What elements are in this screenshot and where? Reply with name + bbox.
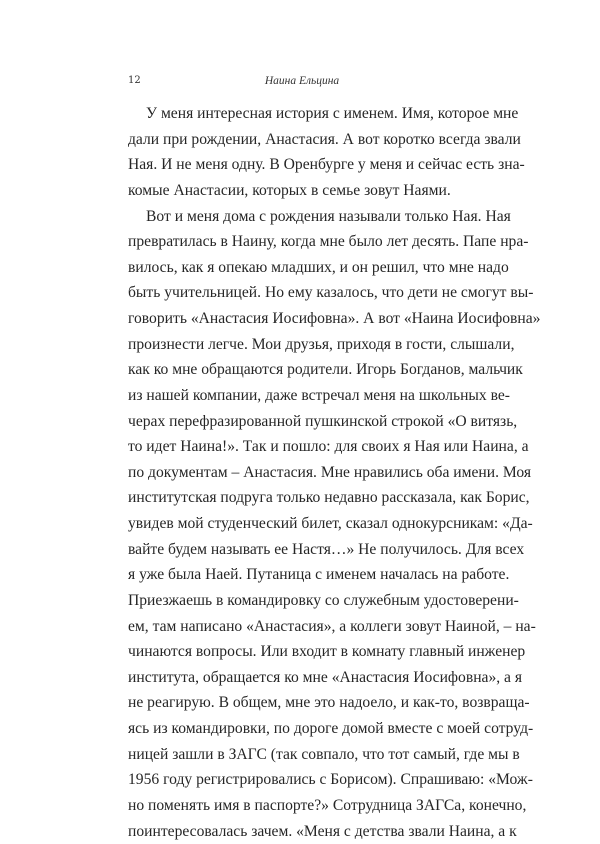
running-head: Наина Ельцина <box>128 74 476 88</box>
text-line: говорить «Анастасия Иосифовна». А вот «Наина Иосифовна» <box>128 306 476 332</box>
text-line: 1956 году регистрировались с Борисом). Спрашиваю: «Мож- <box>128 767 476 793</box>
page-number: 12 <box>128 74 141 88</box>
text-line: комые Анастасии, которых в семье зовут Наями. <box>128 178 476 204</box>
body-text <box>128 101 476 844</box>
text-line: увидев мой студенческий билет, сказал однокурсникам: «Да- <box>128 511 476 537</box>
text-line: института, обращается ко мне «Анастасия Иосифовна», а я <box>128 665 476 691</box>
text-line: превратилась в Наину, когда мне было лет десять. Папе нра- <box>128 229 476 255</box>
text-line: как ко мне обращаются родители. Игорь Богданов, мальчик <box>128 357 476 383</box>
text-line: вилось, как я опекаю младших, и он решил, что мне надо <box>128 255 476 281</box>
text-line: то идет Наина!». Так и пошло: для своих я Ная или Наина, а <box>128 434 476 460</box>
text-line: я уже была Наей. Путаница с именем началась на работе. <box>128 562 476 588</box>
text-line: ницей зашли в ЗАГС (так совпало, что тот самый, где мы в <box>128 742 476 768</box>
text-line: быть учительницей. Но ему казалось, что дети не смогут вы- <box>128 280 476 306</box>
text-line: произнести легче. Мои друзья, приходя в гости, слышали, <box>128 332 476 358</box>
text-line: Приезжаешь в командировку со служебным удостоверени- <box>128 588 476 614</box>
text-line: чинаются вопросы. Или входит в комнату главный инженер <box>128 639 476 665</box>
text-line: поинтересовалась зачем. «Меня с детства звали Наина, а к <box>128 819 476 844</box>
text-line: из нашей компании, даже встречал меня на школьных ве- <box>128 383 476 409</box>
text-line: не реагирую. В общем, мне это надоело, и как-то, возвраща- <box>128 690 476 716</box>
text-line: по документам – Анастасия. Мне нравились оба имени. Моя <box>128 460 476 486</box>
text-line: У меня интересная история с именем. Имя, которое мне <box>128 101 476 127</box>
text-line: но поменять имя в паспорте?» Сотрудница ЗАГСа, конечно, <box>128 793 476 819</box>
text-line: вайте будем называть ее Настя…» Не получилось. Для всех <box>128 537 476 563</box>
text-line: институтская подруга только недавно рассказала, как Борис, <box>128 485 476 511</box>
page-header <box>128 74 476 90</box>
text-line: Ная. И не меня одну. В Оренбурге у меня и сейчас есть зна- <box>128 152 476 178</box>
text-line: черах перефразированной пушкинской строкой «О витязь, <box>128 409 476 435</box>
text-line: Вот и меня дома с рождения называли только Ная. Ная <box>128 204 476 230</box>
text-line: ясь из командировки, по дороге домой вместе с моей сотруд- <box>128 716 476 742</box>
text-line: дали при рождении, Анастасия. А вот коротко всегда звали <box>128 127 476 153</box>
text-line: ем, там написано «Анастасия», а коллеги зовут Наиной, – на- <box>128 614 476 640</box>
